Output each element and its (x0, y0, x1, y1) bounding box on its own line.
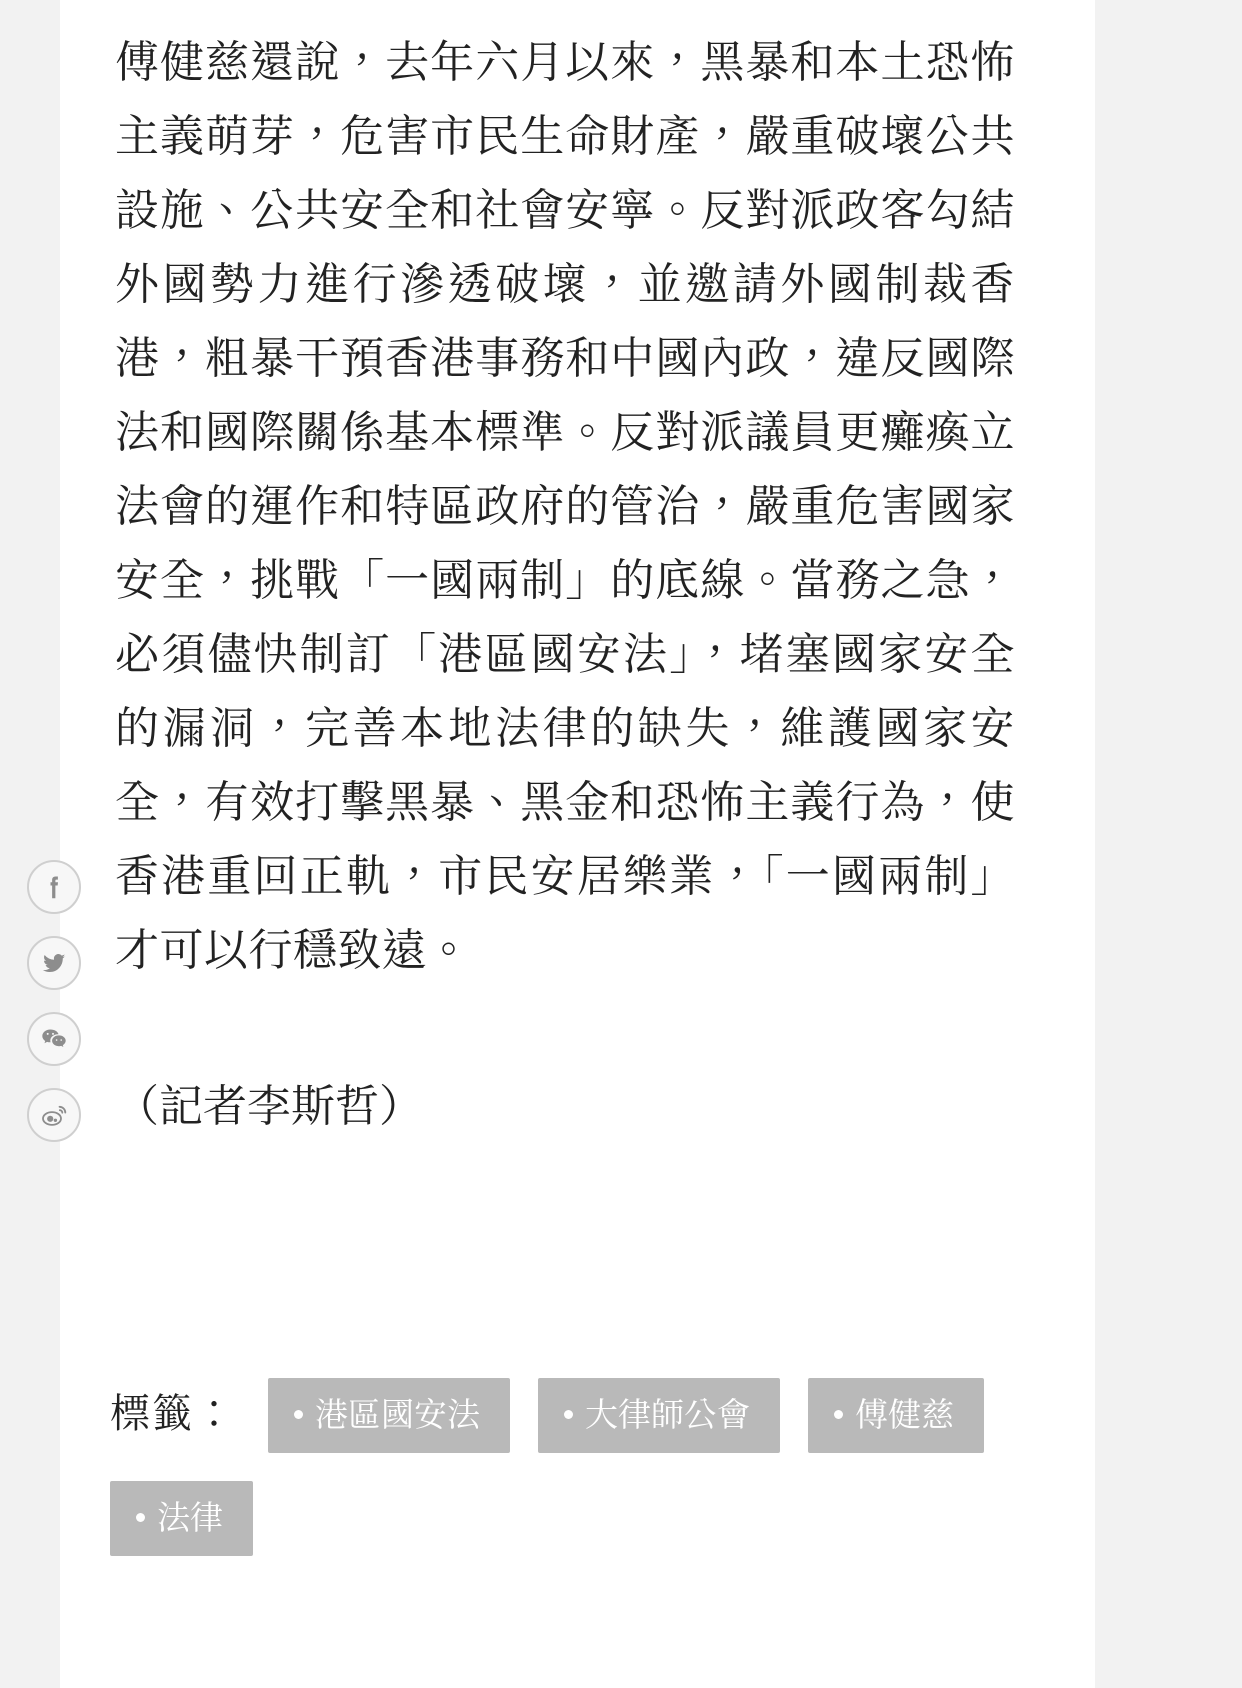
bullet-icon (834, 1410, 843, 1419)
weibo-icon (38, 1099, 70, 1131)
tag-chip[interactable] (268, 1378, 510, 1453)
tags-section (110, 1378, 1030, 1556)
tags-label: 標籤： (110, 1392, 236, 1436)
wechat-icon (38, 1023, 70, 1055)
social-share-rail (14, 860, 94, 1142)
tag-label: 傅健慈 (855, 1396, 954, 1433)
twitter-icon (39, 948, 69, 978)
share-weibo-button[interactable] (27, 1088, 81, 1142)
tag-chip[interactable] (538, 1378, 780, 1453)
tag-label: 法律 (157, 1499, 223, 1536)
share-wechat-button[interactable] (27, 1012, 81, 1066)
tag-chip[interactable] (808, 1378, 984, 1453)
share-facebook-button[interactable] (27, 860, 81, 914)
tag-label: 大律師公會 (585, 1396, 750, 1433)
page-left-margin (0, 0, 60, 1688)
article-paragraph: 傅健慈還說，去年六月以來，黑暴和本土恐怖主義萌芽，危害市民生命財產，嚴重破壞公共設施、公共安全和社會安寧。反對派政客勾結外國勢力進行滲透破壞，並邀請外國制裁香港，粗暴干預香港事務和中國內政，違反國際法和國際關係基本標準。反對派議員更癱瘓立法會的運作和特區政府的管治，嚴重危害國家安全，挑戰「一國兩制」的底線。當務之急，必須儘快制訂「港區國安法」，堵塞國家安全的漏洞，完善本地法律的缺失，維護國家安全，有效打擊黑暴、黑金和恐怖主義行為，使香港重回正軌，市民安居樂業，「一國兩制」才可以行穩致遠。 (115, 38, 1015, 975)
article-byline: （記者李斯哲） (115, 1082, 423, 1131)
article-body (115, 26, 1015, 1144)
tag-chip[interactable] (110, 1481, 253, 1556)
bullet-icon (294, 1410, 303, 1419)
share-twitter-button[interactable] (27, 936, 81, 990)
bullet-icon (564, 1410, 573, 1419)
facebook-icon (39, 872, 69, 902)
page-right-margin (1182, 0, 1242, 1688)
bullet-icon (136, 1513, 145, 1522)
tag-label: 港區國安法 (315, 1396, 480, 1433)
